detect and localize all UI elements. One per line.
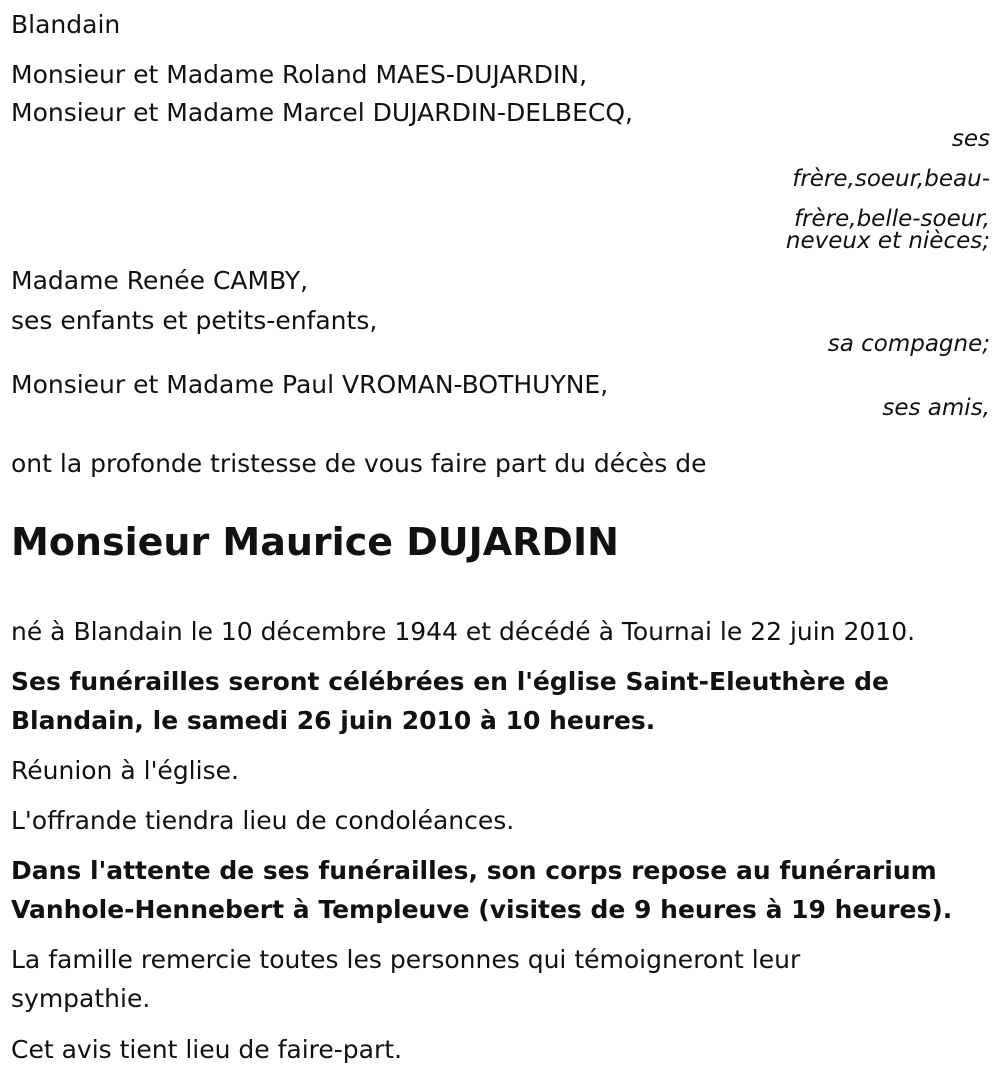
offering-text: L'offrande tiendra lieu de condoléances. [11,806,515,835]
funerarium-line1: Dans l'attente de ses funérailles, son corps repose au funérarium [11,856,937,885]
family-vroman-bothuyne: Monsieur et Madame Paul VROMAN-BOTHUYNE, [11,370,609,399]
funerarium-line2: Vanhole-Hennebert à Templeuve (visites de 9 heures à 19 heures). [11,895,953,924]
relation-compagne: sa compagne; [827,331,990,357]
thanks-line1: La famille remercie toutes les personnes qui témoigneront leur [11,945,801,974]
birth-death-dates: né à Blandain le 10 décembre 1944 et décédé à Tournai le 22 juin 2010. [11,617,916,646]
meeting-text: Réunion à l'église. [11,756,239,785]
notice-text: Cet avis tient lieu de faire-part. [11,1035,403,1064]
relation-ses: ses [951,126,990,152]
family-camby: Madame Renée CAMBY, [11,266,309,295]
relation-frere-soeur: frère,soeur,beau- [792,166,990,192]
relation-amis: ses amis, [882,395,990,421]
announcement-text: ont la profonde tristesse de vous faire part du décès de [11,449,707,478]
funeral-details-line2: Blandain, le samedi 26 juin 2010 à 10 heures. [11,706,656,735]
thanks-line2: sympathie. [11,984,151,1013]
family-camby-children: ses enfants et petits-enfants, [11,306,378,335]
family-maes-dujardin: Monsieur et Madame Roland MAES-DUJARDIN, [11,60,588,89]
family-dujardin-delbecq: Monsieur et Madame Marcel DUJARDIN-DELBECQ, [11,98,633,127]
relation-beau-frere: frère,belle-soeur, [793,206,990,232]
funeral-details-line1: Ses funérailles seront célébrées en l'église Saint-Eleuthère de [11,667,889,696]
deceased-name: Monsieur Maurice DUJARDIN [11,520,619,564]
location: Blandain [11,10,121,39]
relation-neveux: neveux et nièces; [785,228,990,254]
